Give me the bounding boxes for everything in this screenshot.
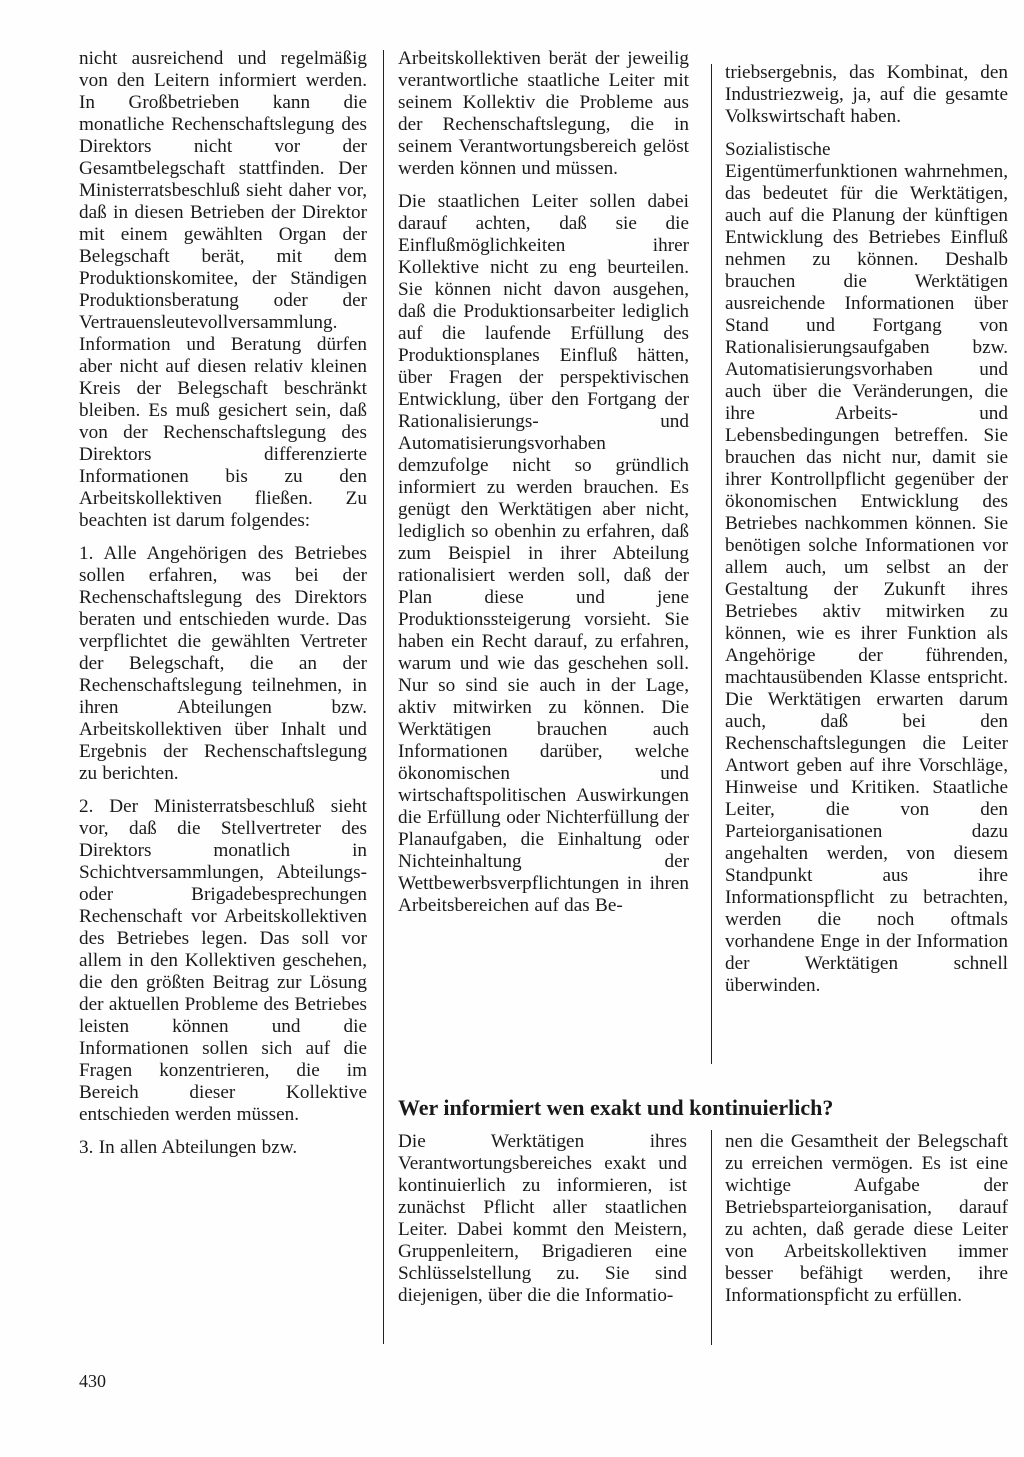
paragraph: nicht ausreichend und regelmäßig von den Leitern informiert werden. In Großbetrieben kann die monatliche Rechenschaftslegung des Direktors nicht vor der Gesamtbelegschaft stattfinden. Der Ministerratsbeschluß sieht daher vor, daß in diesen Betrieben der Direktor mit einem gewählten Organ der Belegschaft berät, mit dem Produktionskomitee, der Ständigen Produktionsberatung oder der Vertrauensleutevollversammlung. Information und Beratung dürfen aber nicht auf diesen relativ kleinen Kreis der Belegschaft beschränkt bleiben. Es muß gesichert sein, daß von der Rechenschaftslegung des Direktors differenzierte Informationen bis zu den Arbeitskollektiven fließen. Zu beachten ist darum folgendes: bbox=[79, 48, 367, 531]
column-middle bbox=[398, 48, 689, 917]
paragraph: Sozialistische Eigentümerfunktionen wahrnehmen, das bedeutet für die Werktätigen, auch auf die Planung der künftigen Entwicklung des Betriebes Einfluß nehmen zu können. Deshalb brauchen die Werktätigen ausreichende Informationen über Stand und Fortgang von Rationalisierungsaufgaben bzw. Automatisierungsvorhaben und auch über die Veränderungen, die ihre Arbeits- und Lebensbedingungen betreffen. Sie brauchen das nicht nur, damit sie ihrer Kontrollpflicht gegenüber der ökonomischen Entwicklung des Betriebes nachkommen können. Sie benötigen solche Informationen vor allem auch, um selbst an der Gestaltung der Zukunft ihres Betriebes aktiv mitwirken zu können, wie es ihrer Funktion als Angehörige der führenden, machtausübenden Klasse entspricht. Die Werktätigen erwarten darum auch, daß bei den Rechenschaftslegungen die Leiter Antwort geben auf ihre Vorschläge, Hinweise und Kritiken. Staatliche Leiter, die von den Parteiorganisationen dazu angehalten werden, von diesem Standpunkt aus ihre Informationspflicht zu betrachten, werden die noch oftmals vorhandene Enge in der Information der Werktätigen schnell überwinden. bbox=[725, 139, 1008, 996]
list-item-2: 2. Der Ministerratsbeschluß sieht vor, daß die Stellvertreter des Direktors monatlich in Schichtversammlungen, Abteilungs- oder Brigadebesprechungen Rechenschaft vor Arbeitskollektiven des Betriebes legen. Das soll vor allem in den Kollektiven geschehen, die den größten Beitrag zur Lösung der aktuellen Probleme des Betriebes leisten können und die Informationen sollen sich auf die Fragen konzentrieren, die im Bereich dieser Kollektive entschieden werden müssen. bbox=[79, 796, 367, 1125]
paragraph: nen die Gesamtheit der Belegschaft zu erreichen vermögen. Es ist eine wichtige Aufgabe der Betriebsparteiorganisation, darauf zu achten, daß gerade diese Leiter von Arbeitskollektiven immer besser befähigt werden, ihre Informationspficht zu erfüllen. bbox=[725, 1131, 1008, 1306]
section-column-right bbox=[725, 1131, 1008, 1307]
column-left bbox=[79, 48, 367, 1159]
section-heading: Wer informiert wen exakt und kontinuierlich? bbox=[398, 1095, 834, 1120]
column-divider bbox=[711, 64, 712, 1064]
list-item-3: 3. In allen Abteilungen bzw. bbox=[79, 1137, 298, 1158]
column-right bbox=[725, 62, 1008, 997]
list-item-1: 1. Alle Angehörigen des Betriebes sollen erfahren, was bei der Rechenschaftslegung des Direktors beraten und entschieden wurde. Das verpflichtet die gewählten Vertreter der Belegschaft, die an der Rechenschaftslegung teilnehmen, in ihren Abteilungen bzw. Arbeitskollektiven über Inhalt und Ergebnis der Rechenschaftslegung zu berichten. bbox=[79, 543, 367, 784]
paragraph: Arbeitskollektiven berät der jeweilig verantwortliche staatliche Leiter mit seinem Kollektiv die Probleme aus der Rechenschaftslegung, die in seinem Verantwortungsbereich gelöst werden können und müssen. bbox=[398, 48, 689, 179]
column-divider bbox=[383, 50, 384, 1344]
paragraph: Die Werktätigen ihres Verantwortungsbereiches exakt und kontinuierlich zu informieren, ist zunächst Pflicht aller staatlichen Leiter. Dabei kommt den Meistern, Gruppenleitern, Brigadieren eine Schlüsselstellung zu. Sie sind diejenigen, über die die Informatio- bbox=[398, 1131, 687, 1306]
paragraph: Die staatlichen Leiter sollen dabei darauf achten, daß sie die Einflußmöglichkeiten ihrer Kollektive nicht zu eng beurteilen. Sie können nicht davon ausgehen, daß die Produktionsarbeiter lediglich auf die laufende Erfüllung des Produktionsplanes Einfluß hätten, über Fragen der perspektivischen Entwicklung, über den Fortgang der Rationalisierungs- und Automatisierungsvorhaben demzufolge nicht so gründlich informiert zu werden brauchen. Es genügt den Werktätigen aber nicht, lediglich so obenhin zu erfahren, daß zum Beispiel in ihrer Abteilung rationalisiert werden soll, daß der Plan diese und jene Produktionssteigerung vorsieht. Sie haben ein Recht darauf, zu erfahren, warum und wie das geschehen soll. Nur so sind sie auch in der Lage, aktiv mitwirken zu können. Die Werktätigen brauchen auch Informationen darüber, welche ökonomischen und wirtschaftspolitischen Auswirkungen die Erfüllung oder Nichterfüllung der Planaufgaben, die Einhaltung oder Nichteinhaltung der Wettbewerbsverpflichtungen in ihren Arbeitsbereichen auf das Be- bbox=[398, 191, 689, 916]
page-number: 430 bbox=[79, 1371, 106, 1391]
section-column-left bbox=[398, 1131, 687, 1307]
column-divider bbox=[711, 1130, 712, 1345]
paragraph: triebsergebnis, das Kombinat, den Industriezweig, ja, auf die gesamte Volkswirtschaft haben. bbox=[725, 62, 1008, 127]
